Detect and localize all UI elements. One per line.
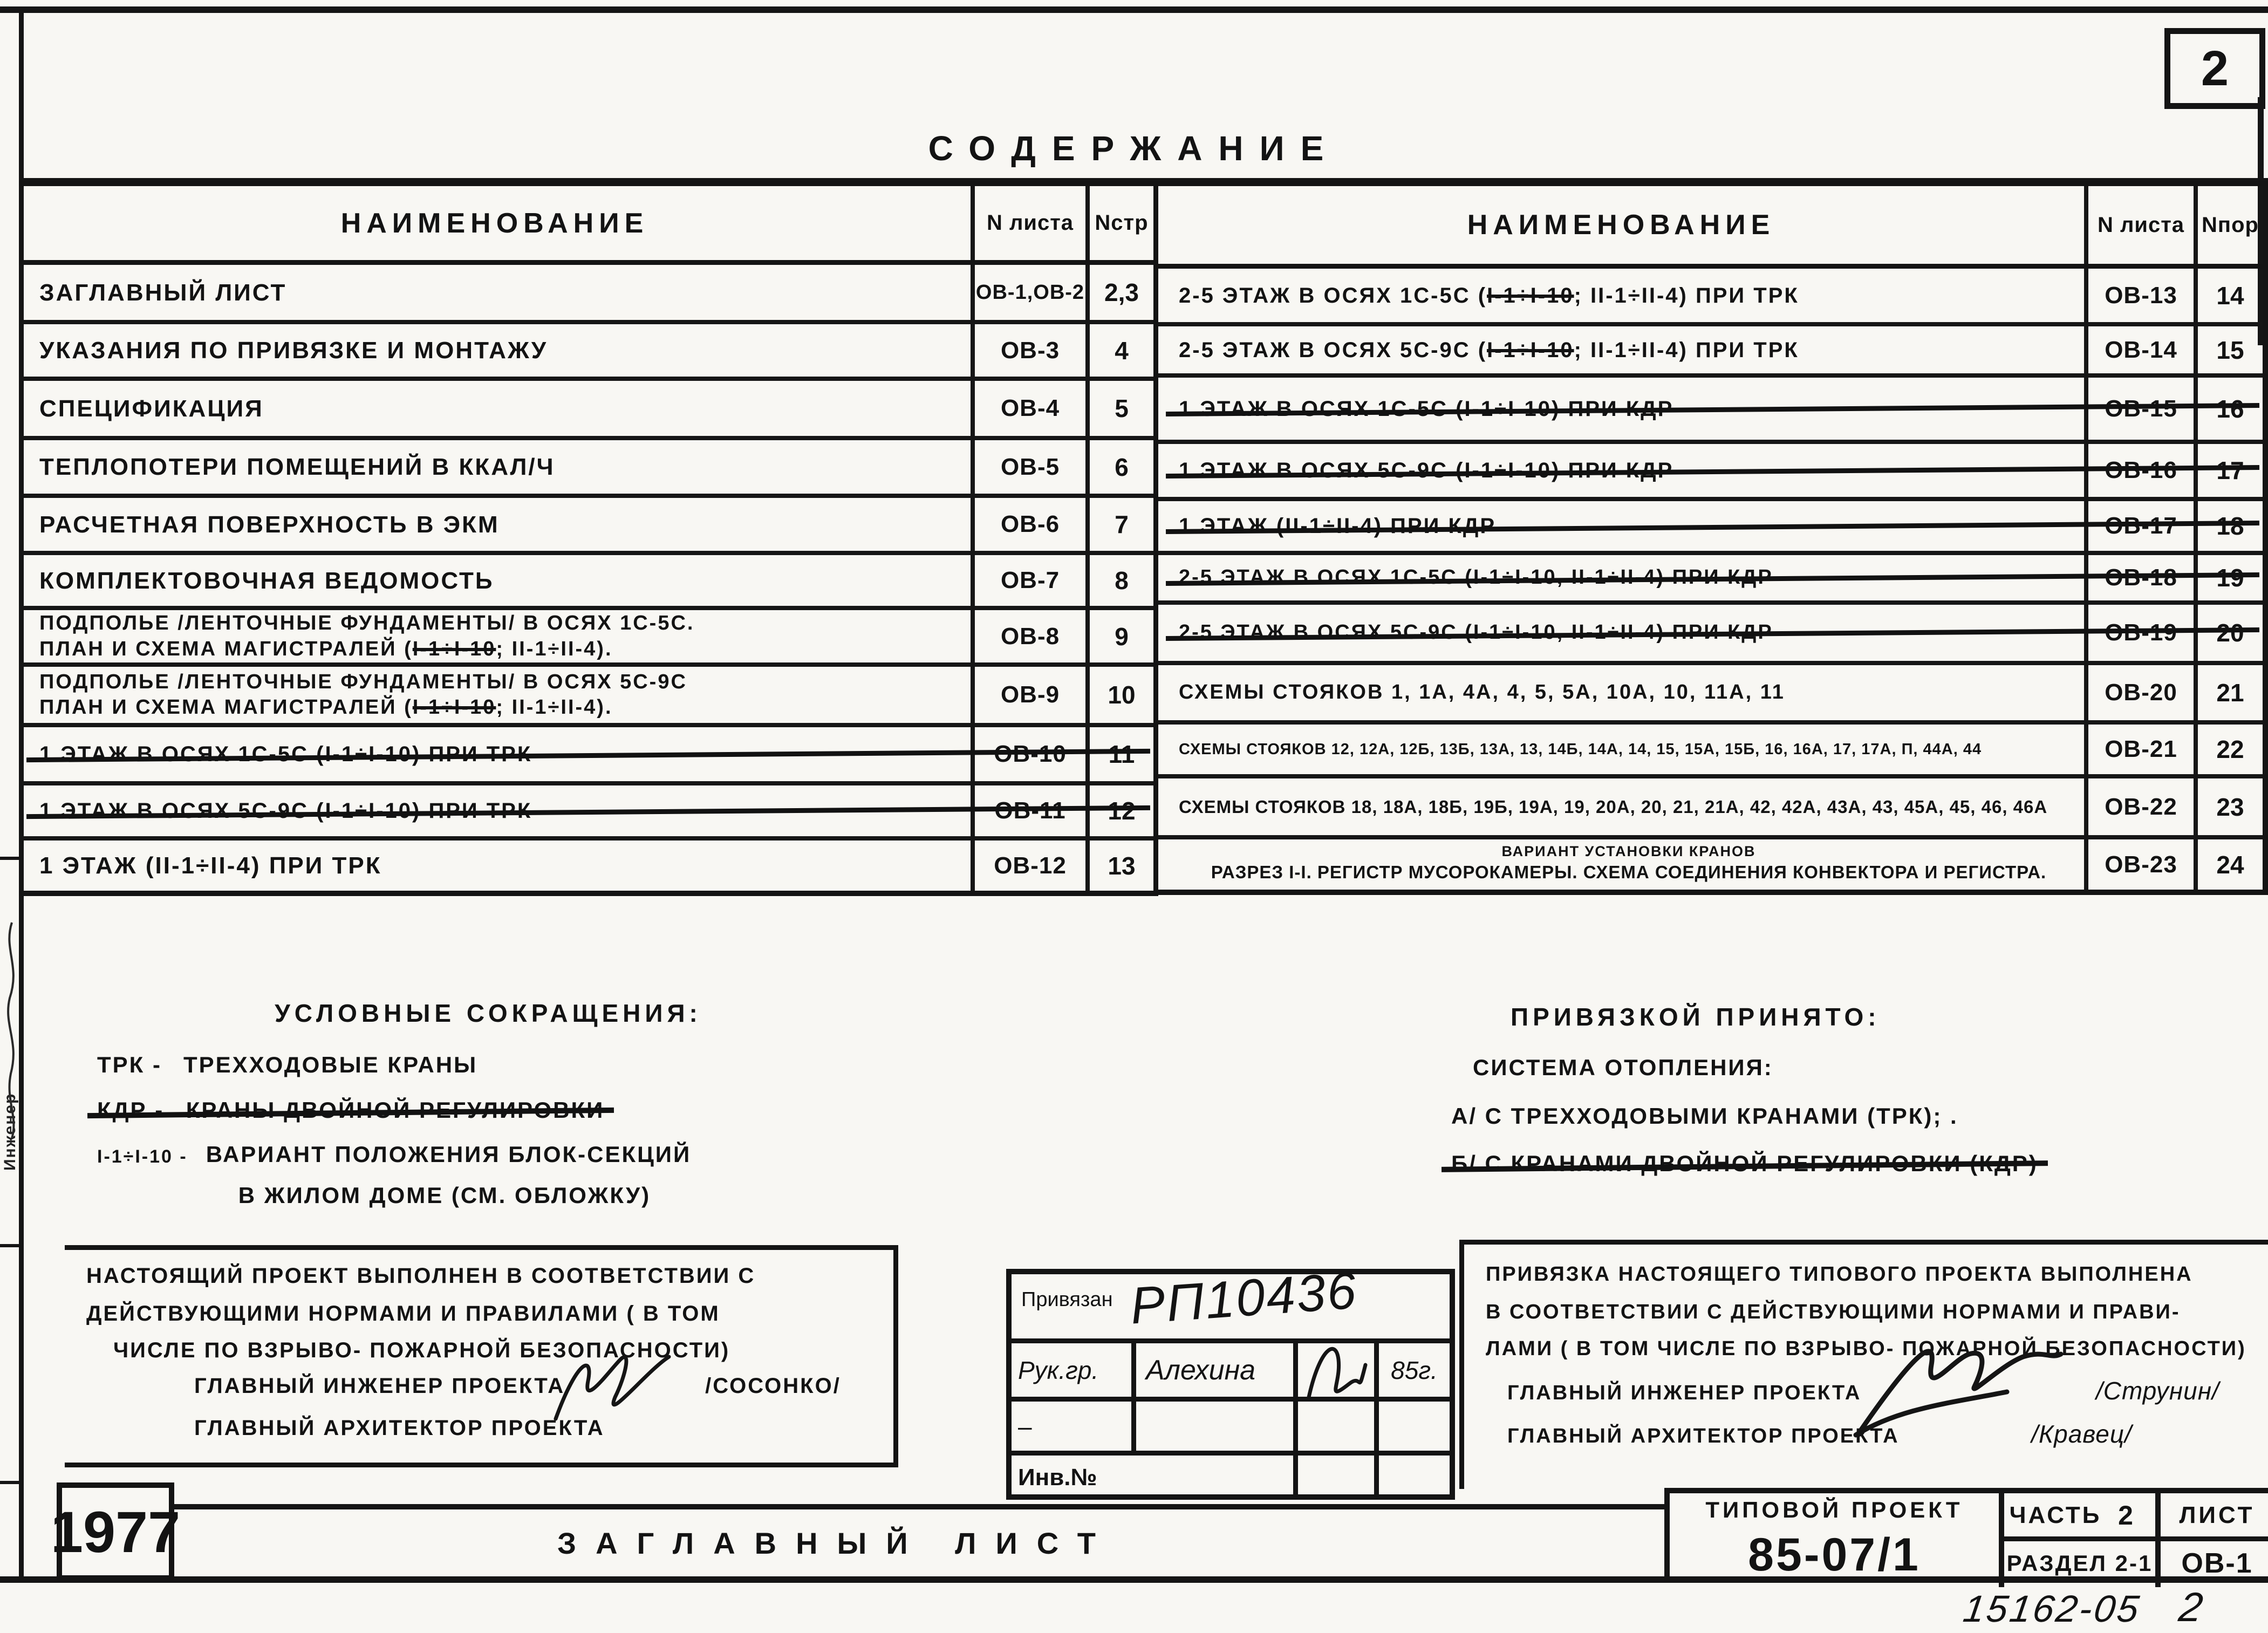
top-frame-line bbox=[0, 6, 2268, 13]
row-title: СХЕМЫ СТОЯКОВ 18, 18А, 18Б, 19Б, 19А, 19, 20А, 20, 21, 21А, 42, 42А, 43А, 43, 45А, 45, 46, 46А bbox=[1179, 796, 2048, 817]
table-row bbox=[19, 381, 1153, 440]
row-page: 21 bbox=[2194, 665, 2263, 720]
row-page: 5 bbox=[1085, 381, 1153, 436]
table-row bbox=[19, 265, 1153, 324]
struck-fragment: I-1÷I-10 bbox=[412, 696, 496, 719]
row-sheet: ОВ-12 bbox=[971, 841, 1085, 891]
year: 1977 bbox=[50, 1499, 181, 1564]
document-title: СОДЕРЖАНИЕ bbox=[928, 129, 1340, 168]
stamp-row-leader bbox=[1012, 1343, 1450, 1402]
row-title: ПОДПОЛЬЕ /ЛЕНТОЧНЫЕ ФУНДАМЕНТЫ/ В ОСЯХ 5С-9С ПЛАН И СХЕМА МАГИСТРАЛЕЙ (I-1÷I-10; II-1÷II-4). bbox=[39, 670, 687, 719]
row-title: 1 ЭТАЖ (II-1÷II-4) ПРИ ТРК bbox=[39, 852, 382, 879]
row-sheet: ОВ-7 bbox=[971, 555, 1085, 606]
row-title: 2-5 ЭТАЖ В ОСЯХ 5С-9С (I-1÷I-10, II-1÷II-4) ПРИ КДР bbox=[1179, 621, 1773, 644]
struck-fragment: I-1÷I-10 bbox=[1487, 338, 1574, 362]
contents-table-left bbox=[19, 181, 1158, 896]
row-sheet: ОВ-23 bbox=[2084, 839, 2194, 890]
header-page: Nстр bbox=[1085, 186, 1153, 260]
stamp-inventory-label: Инв.№ bbox=[1018, 1464, 1097, 1491]
row-title: 2-5 ЭТАЖ В ОСЯХ 1С-5С (I-1÷I-10; II-1÷II-4) ПРИ ТРК bbox=[1179, 283, 1799, 308]
struck-fragment: I-1÷I-10 bbox=[412, 637, 496, 660]
title-block bbox=[1664, 1488, 2268, 1582]
row-page: 7 bbox=[1085, 498, 1153, 551]
chief-engineer-signature bbox=[1845, 1327, 2072, 1446]
table-row bbox=[19, 498, 1153, 555]
row-page: 10 bbox=[1085, 667, 1153, 723]
architect-signature-line: ГЛАВНЫЙ АРХИТЕКТОР ПРОЕКТА bbox=[194, 1416, 605, 1440]
year-box bbox=[50, 1482, 181, 1581]
sheet-title: ЗАГЛАВНЫЙ ЛИСТ bbox=[557, 1526, 1115, 1560]
row-page: 8 bbox=[1085, 555, 1153, 606]
row-sheet: ОВ-13 bbox=[2084, 269, 2194, 322]
header-page: Nпор bbox=[2194, 186, 2263, 264]
table-row bbox=[19, 841, 1153, 896]
table-row bbox=[19, 324, 1153, 381]
binding-item-a: А/ С ТРЕХХОДОВЫМИ КРАНАМИ (ТРК); . bbox=[1451, 1103, 1958, 1129]
engineer-name: /Струнин/ bbox=[2095, 1377, 2219, 1405]
binding-subtitle: СИСТЕМА ОТОПЛЕНИЯ: bbox=[1473, 1055, 1773, 1080]
row-page: 9 bbox=[1085, 610, 1153, 662]
table-row bbox=[1158, 326, 2263, 378]
right-note-box: ПРИВЯЗКА НАСТОЯЩЕГО ТИПОВОГО ПРОЕКТА ВЫПОЛНЕНА В СООТВЕТСТВИИ С ДЕЙСТВУЮЩИМИ НОРМАМИ И ПРАВИ- ЛАМИ ( В ТОМ ЧИСЛЕ ПО ВЗРЫВО- ПОЖАРНОЙ БЕЗОПАСНОСТИ) ГЛАВНЫЙ ИНЖЕНЕР ПРОЕКТА /Струнин/ ГЛАВНЫЙ АРХИТЕКТОР ПРОЕКТА /Кравец/ bbox=[1459, 1240, 2268, 1489]
row-title: ТЕПЛОПОТЕРИ ПОМЕЩЕНИЙ В ККАЛ/Ч bbox=[39, 454, 555, 480]
stamp-header bbox=[1012, 1261, 1450, 1343]
row-title: 1 ЭТАЖ В ОСЯХ 5С-9С (I-1÷I-10) ПРИ ТРК bbox=[39, 799, 532, 823]
row-title: СХЕМЫ СТОЯКОВ 12, 12А, 12Б, 13Б, 13А, 13, 14Б, 14А, 14, 15, 15А, 15Б, 16, 16А, 17, 17А, П, 44А, 44 bbox=[1179, 740, 1982, 758]
header-name: НАИМЕНОВАНИЕ bbox=[340, 207, 649, 239]
row-page: 15 bbox=[2194, 326, 2263, 373]
row-note: ВАРИАНТ УСТАНОВКИ КРАНОВ bbox=[1501, 843, 1756, 859]
footer-page-number: 2 bbox=[2176, 1584, 2206, 1630]
abbreviations-title: УСЛОВНЫЕ СОКРАЩЕНИЯ: bbox=[275, 999, 702, 1027]
row-sheet: ОВ-5 bbox=[971, 440, 1085, 494]
row-title: СХЕМЫ СТОЯКОВ 1, 1А, 4А, 4, 5, 5А, 10А, 10, 11А, 11 bbox=[1179, 681, 1785, 704]
table-row bbox=[19, 555, 1153, 610]
table-row bbox=[1158, 269, 2263, 326]
row-sheet: ОВ-8 bbox=[971, 610, 1085, 662]
binding-item-b: Б/ С КРАНАМИ ДВОЙНОЙ РЕГУЛИРОВКИ (КДР) bbox=[1451, 1151, 2038, 1176]
row-title: 1 ЭТАЖ В ОСЯХ 1С-5С (I-1÷I-10) ПРИ ТРК bbox=[39, 742, 532, 766]
abbr-trk: ТРК - ТРЕХХОДОВЫЕ КРАНЫ bbox=[97, 1052, 478, 1077]
row-sheet: ОВ-21 bbox=[2084, 725, 2194, 774]
table-row-cancelled bbox=[1158, 378, 2263, 444]
abbreviations-block bbox=[97, 1001, 879, 1207]
row-title: ВАРИАНТ УСТАНОВКИ КРАНОВ РАЗРЕЗ I-I. РЕГИСТР МУСОРОКАМЕРЫ. СХЕМА СОЕДИНЕНИЯ КОНВЕКТОРА И РЕГИСТРА. bbox=[1211, 843, 2047, 882]
binding-stamp bbox=[1006, 1261, 1455, 1500]
table-row bbox=[1158, 725, 2263, 778]
row-sheet: ОВ-11 bbox=[971, 785, 1085, 836]
row-page: 17 bbox=[2194, 444, 2263, 497]
row-page: 22 bbox=[2194, 725, 2263, 774]
project-label: ТИПОВОЙ ПРОЕКТ bbox=[1705, 1497, 1963, 1522]
table-row bbox=[1158, 665, 2263, 725]
row-page: 6 bbox=[1085, 440, 1153, 494]
table-row bbox=[19, 667, 1153, 727]
row-sheet: ОВ-22 bbox=[2084, 778, 2194, 835]
row-sheet: ОВ-1,ОВ-2 bbox=[971, 265, 1085, 320]
row-sheet: ОВ-17 bbox=[2084, 501, 2194, 551]
row-page: 24 bbox=[2194, 839, 2263, 890]
engineer-signature-line: ГЛАВНЫЙ ИНЖЕНЕР ПРОЕКТА /Струнин/ bbox=[1507, 1377, 2219, 1405]
row-sheet: ОВ-3 bbox=[971, 324, 1085, 377]
table-header bbox=[19, 186, 1153, 265]
sheet-label: ЛИСТ bbox=[2179, 1502, 2255, 1528]
part-label: ЧАСТЬ bbox=[2009, 1502, 2102, 1528]
row-title: УКАЗАНИЯ ПО ПРИВЯЗКЕ И МОНТАЖУ bbox=[39, 337, 548, 364]
struck-fragment: I-1÷I-10 bbox=[1487, 283, 1574, 308]
stamp-row-inventory bbox=[1012, 1456, 1450, 1500]
table-row-cancelled bbox=[1158, 501, 2263, 555]
row-sheet: ОВ-6 bbox=[971, 498, 1085, 551]
architect-name: /Кравец/ bbox=[2031, 1420, 2132, 1448]
row-title: КОМПЛЕКТОВОЧНАЯ ВЕДОМОСТЬ bbox=[39, 567, 494, 594]
stamp-role: Рук.гр. bbox=[1018, 1356, 1099, 1384]
table-row bbox=[19, 610, 1153, 667]
table-row-cancelled bbox=[1158, 555, 2263, 605]
abbr-kdr: КДР - КРАНЫ ДВОЙНОЙ РЕГУЛИРОВКИ bbox=[97, 1097, 605, 1123]
engineer-signature bbox=[545, 1338, 685, 1435]
stamp-year: 85г. bbox=[1374, 1343, 1450, 1397]
row-sheet: ОВ-19 bbox=[2084, 605, 2194, 661]
row-page: 4 bbox=[1085, 324, 1153, 377]
row-title: 1 ЭТАЖ (II-1÷II-4) ПРИ КДР bbox=[1179, 514, 1497, 538]
strip-top-line bbox=[174, 1504, 1664, 1509]
row-sheet: ОВ-16 bbox=[2084, 444, 2194, 497]
table-header bbox=[1158, 186, 2263, 269]
row-page: 16 bbox=[2194, 378, 2263, 440]
row-page: 11 bbox=[1085, 727, 1153, 781]
row-sheet: ОВ-9 bbox=[971, 667, 1085, 723]
abbr-variant: I-1÷I-10 - ВАРИАНТ ПОЛОЖЕНИЯ БЛОК-СЕКЦИЙ В ЖИЛОМ ДОМЕ (СМ. ОБЛОЖКУ) bbox=[97, 1142, 692, 1208]
margin-signature bbox=[2, 917, 22, 1144]
stamp-row-empty: – bbox=[1012, 1402, 1450, 1456]
document-number-handwritten: 15162-05 bbox=[1960, 1588, 2144, 1630]
row-title: 1 ЭТАЖ В ОСЯХ 5С-9С (I-1÷I-10) ПРИ КДР bbox=[1179, 459, 1674, 482]
row-page: 12 bbox=[1085, 785, 1153, 836]
header-name: НАИМЕНОВАНИЕ bbox=[1467, 209, 1775, 241]
row-page: 2,3 bbox=[1085, 265, 1153, 320]
binding-title: ПРИВЯЗКОЙ ПРИНЯТО: bbox=[1511, 1003, 1881, 1031]
row-title: СПЕЦИФИКАЦИЯ bbox=[39, 395, 264, 422]
section-label: РАЗДЕЛ 2-1 bbox=[2006, 1550, 2153, 1576]
row-sheet: ОВ-20 bbox=[2084, 665, 2194, 720]
row-page: 23 bbox=[2194, 778, 2263, 835]
row-sheet: ОВ-15 bbox=[2084, 378, 2194, 440]
row-sheet: ОВ-10 bbox=[971, 727, 1085, 781]
header-sheet: N листа bbox=[2084, 186, 2194, 264]
stamp-signature bbox=[1298, 1333, 1374, 1413]
architect-signature-line: ГЛАВНЫЙ АРХИТЕКТОР ПРОЕКТА /Кравец/ bbox=[1507, 1420, 2132, 1448]
table-row bbox=[19, 440, 1153, 498]
table-row-cancelled bbox=[1158, 605, 2263, 665]
table-row bbox=[1158, 778, 2263, 839]
row-title: ПОДПОЛЬЕ /ЛЕНТОЧНЫЕ ФУНДАМЕНТЫ/ В ОСЯХ 1С-5С. ПЛАН И СХЕМА МАГИСТРАЛЕЙ (I-1÷I-10; II-1÷II-4). bbox=[39, 612, 695, 660]
row-title: 2-5 ЭТАЖ В ОСЯХ 1С-5С (I-1÷I-10, II-1÷II-4) ПРИ КДР bbox=[1179, 566, 1773, 589]
header-sheet: N листа bbox=[971, 186, 1085, 260]
table-row-cancelled bbox=[19, 785, 1153, 841]
engineer-signature-line: ГЛАВНЫЙ ИНЖЕНЕР ПРОЕКТА /СОСОНКО/ bbox=[194, 1374, 841, 1398]
row-page: 13 bbox=[1085, 841, 1153, 891]
project-number: 85-07/1 bbox=[1748, 1528, 1921, 1581]
row-sheet: ОВ-18 bbox=[2084, 555, 2194, 600]
part-value: 2 bbox=[2118, 1500, 2133, 1530]
row-title: 2-5 ЭТАЖ В ОСЯХ 5С-9С (I-1÷I-10; II-1÷II-4) ПРИ ТРК bbox=[1179, 338, 1799, 362]
binding-block bbox=[1451, 1003, 2228, 1176]
row-page: 19 bbox=[2194, 555, 2263, 600]
row-title: РАСЧЕТНАЯ ПОВЕРХНОСТЬ В ЭКМ bbox=[39, 511, 500, 538]
stamp-signature-cell bbox=[1293, 1343, 1374, 1397]
stamp-code-handwritten: РП10436 bbox=[1128, 1261, 1360, 1335]
row-page: 18 bbox=[2194, 501, 2263, 551]
margin-note: Инженер bbox=[1, 1092, 19, 1171]
stamp-label: Привязан bbox=[1021, 1288, 1113, 1311]
page-number: 2 bbox=[2201, 40, 2229, 96]
contents-table-right bbox=[1158, 181, 2268, 895]
page-number-box bbox=[2164, 28, 2265, 109]
left-note-box: НАСТОЯЩИЙ ПРОЕКТ ВЫПОЛНЕН В СООТВЕТСТВИИ С ДЕЙСТВУЮЩИМИ НОРМАМИ И ПРАВИЛАМИ ( В ТОМ ЧИСЛЕ ПО ВЗРЫВО- ПОЖАРНОЙ БЕЗОПАСНОСТИ) ГЛАВНЫЙ ИНЖЕНЕР ПРОЕКТА /СОСОНКО/ ГЛАВНЫЙ АРХИТЕКТОР ПРОЕКТА bbox=[65, 1245, 898, 1467]
row-page: 20 bbox=[2194, 605, 2263, 661]
row-page: 14 bbox=[2194, 269, 2263, 322]
row-sheet: ОВ-14 bbox=[2084, 326, 2194, 373]
row-title: ЗАГЛАВНЫЙ ЛИСТ bbox=[39, 279, 287, 306]
stamp-name: Алехина bbox=[1131, 1343, 1293, 1397]
row-sheet: ОВ-4 bbox=[971, 381, 1085, 436]
table-row-cancelled bbox=[1158, 444, 2263, 501]
row-title: 1 ЭТАЖ В ОСЯХ 1С-5С (I-1÷I-10) ПРИ КДР bbox=[1179, 397, 1674, 421]
table-row bbox=[1158, 839, 2263, 895]
table-row-cancelled bbox=[19, 727, 1153, 785]
sheet-number: ОВ-1 bbox=[2181, 1548, 2253, 1579]
